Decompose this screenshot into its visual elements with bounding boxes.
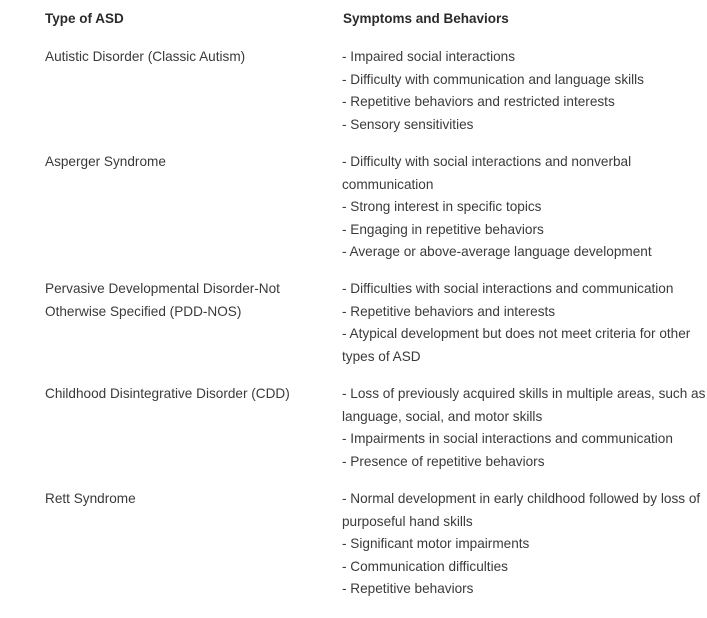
symptom-line: - Repetitive behaviors and restricted interests: [342, 94, 615, 110]
symptom-line: - Difficulties with social interactions and communication: [342, 281, 674, 296]
type-cell: [45, 488, 315, 511]
symptom-line: - Difficulty with social interactions and nonverbal: [342, 154, 632, 169]
type-cell: [45, 151, 315, 174]
symptom-line: language, social, and motor skills: [342, 408, 543, 424]
symptoms-cell: [342, 46, 702, 136]
symptom-line: - Repetitive behaviors and interests: [342, 303, 556, 319]
symptom-line: - Atypical development but does not meet criteria for other: [342, 326, 691, 342]
symptoms-cell: [342, 383, 706, 473]
symptom-line: - Difficulty with communication and language skills: [342, 71, 644, 87]
symptom-line: - Impaired social interactions: [342, 49, 516, 64]
type-text: Rett Syndrome: [45, 491, 136, 506]
header-type-of-asd: Type of ASD: [45, 11, 124, 26]
type-cell: [45, 278, 315, 323]
symptom-line: - Sensory sensitivities: [342, 116, 474, 132]
symptom-line: - Communication difficulties: [342, 558, 508, 574]
header-symptoms-and-behaviors: Symptoms and Behaviors: [343, 11, 509, 26]
symptom-line: - Engaging in repetitive behaviors: [342, 221, 544, 237]
type-text: Childhood Disintegrative Disorder (CDD): [45, 386, 290, 401]
symptom-line: - Loss of previously acquired skills in multiple areas, such as: [342, 386, 706, 401]
symptom-line: - Significant motor impairments: [342, 536, 530, 552]
type-cell: [45, 46, 315, 69]
symptom-line: - Repetitive behaviors: [342, 581, 474, 597]
symptom-line: - Impairments in social interactions and communication: [342, 431, 673, 447]
type-cell: [45, 383, 315, 406]
symptom-line: purposeful hand skills: [342, 513, 473, 529]
symptom-line: - Strong interest in specific topics: [342, 199, 542, 215]
type-text: Otherwise Specified (PDD-NOS): [45, 303, 242, 319]
symptom-line: - Average or above-average language development: [342, 244, 652, 260]
symptom-line: - Presence of repetitive behaviors: [342, 453, 545, 469]
type-text: Asperger Syndrome: [45, 154, 166, 169]
type-text: Pervasive Developmental Disorder-Not: [45, 281, 280, 296]
symptom-line: - Normal development in early childhood followed by loss of: [342, 491, 701, 506]
symptoms-cell: [342, 278, 702, 368]
symptoms-cell: [342, 488, 702, 601]
type-text: Autistic Disorder (Classic Autism): [45, 49, 246, 64]
symptom-line: communication: [342, 176, 434, 192]
symptoms-cell: [342, 151, 702, 264]
table-header-row: [0, 0, 707, 38]
symptom-line: types of ASD: [342, 348, 421, 364]
